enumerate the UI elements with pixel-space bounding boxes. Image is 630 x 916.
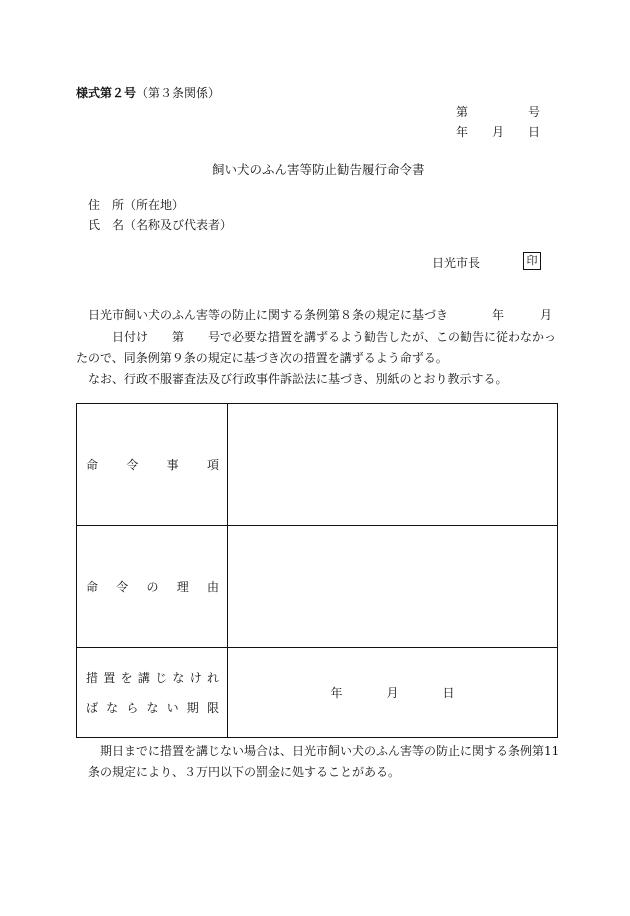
order-items-value [228, 404, 558, 526]
table-row-reason [77, 526, 558, 648]
date-year: 年 [456, 125, 469, 139]
label-char: 置 [103, 670, 116, 685]
label-char: 限 [206, 700, 219, 715]
seal-mark [523, 252, 541, 270]
issuer-name: 日光市長 [432, 256, 481, 270]
label-char: じ [155, 670, 168, 685]
penalty-note-line-1: 期日までに措置を講じない場合は、日光市飼い犬のふん害等の防止に関する条例第11 [100, 744, 560, 758]
address-label: 住 所（所在地） [88, 198, 185, 212]
label-char: 期 [186, 700, 199, 715]
table-row-deadline [77, 648, 558, 738]
seal-icon: 印 [523, 252, 541, 270]
label-char: な [172, 670, 185, 685]
label-char: け [189, 670, 202, 685]
label-char: れ [206, 670, 219, 685]
table-row-order [77, 404, 558, 526]
body-line-1-year: 年 [492, 308, 505, 322]
deadline-day: 日 [442, 686, 455, 700]
form-number: 様式第２号 [76, 86, 137, 100]
order-table [76, 403, 558, 738]
deadline-value [228, 648, 558, 738]
label-char: ら [126, 700, 139, 715]
date-month: 月 [492, 125, 505, 139]
body-line-3: たので、同条例第９条の規定に基づき次の措置を講ずるよう命ずる。 [76, 351, 448, 365]
label-char: 命 [86, 580, 99, 594]
label-char: ば [86, 700, 99, 715]
label-char: 由 [206, 580, 219, 594]
body-line-2: 号で必要な措置を講ずるよう勧告したが、この勧告に従わなかっ [208, 330, 557, 344]
label-char: 講 [137, 670, 150, 685]
label-char: い [166, 700, 179, 715]
document-number-suffix: 号 [528, 105, 541, 119]
body-line-2-day: 日付け [112, 330, 149, 344]
label-char: 令 [126, 458, 139, 472]
date-day: 日 [528, 125, 541, 139]
order-reason-label [77, 526, 228, 648]
label-char: 事 [166, 458, 179, 472]
label-char: 命 [86, 458, 99, 472]
name-label: 氏 名（名称及び代表者） [88, 218, 233, 232]
label-char: 措 [86, 670, 99, 685]
label-char: な [106, 700, 119, 715]
label-char: 令 [116, 580, 129, 594]
deadline-month: 月 [386, 686, 399, 700]
label-char: を [120, 670, 133, 685]
body-line-1-month: 月 [540, 308, 553, 322]
deadline-label [77, 648, 228, 738]
order-reason-value [228, 526, 558, 648]
body-line-1: 日光市飼い犬のふん害等の防止に関する条例第８条の規定に基づき [88, 308, 449, 322]
document-number-prefix: 第 [456, 105, 469, 119]
order-items-label [77, 404, 228, 526]
penalty-note-line-2: 条の規定により、３万円以下の罰金に処することがある。 [88, 765, 401, 779]
document-title: 飼い犬のふん害等防止勧告履行命令書 [212, 162, 425, 177]
label-char: の [146, 580, 159, 594]
label-char: 理 [176, 580, 189, 594]
form-label [76, 84, 220, 101]
label-char: な [146, 700, 159, 715]
deadline-year: 年 [330, 686, 343, 700]
body-line-2-no: 第 [172, 330, 185, 344]
form-reference: （第３条関係） [136, 86, 221, 100]
label-char: 項 [206, 458, 219, 472]
body-line-4: なお、行政不服審査法及び行政事件訴訟法に基づき、別紙のとおり教示する。 [88, 372, 508, 386]
